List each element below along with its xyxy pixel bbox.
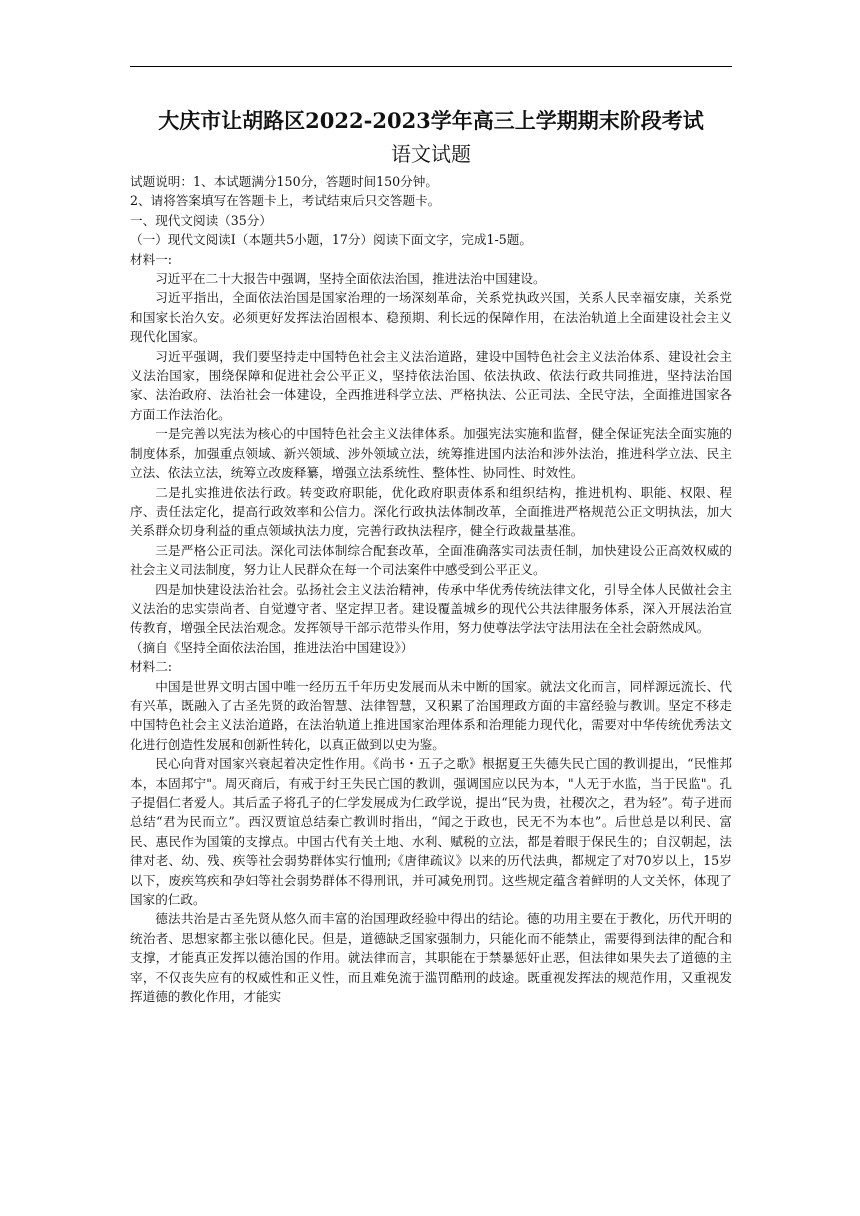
material-label: 材料一:: [130, 251, 173, 267]
document-body: [130, 106, 732, 1006]
section-heading: 一、现代文阅读（35分）: [130, 212, 272, 228]
paragraph: 三是严格公正司法。深化司法体制综合配套改革，全面准确落实司法责任制，加快建设公正高效权威的社会主义司法制度，努力让人民群众在每一个司法案件中感受到公平正义。: [130, 542, 732, 578]
instruction-line: 试题说明：1、本试题满分150分，答题时间150分钟。: [130, 174, 438, 189]
paragraph: 四是加快建设法治社会。弘扬社会主义法治精神，传承中华优秀传统法律文化，引导全体人民做社会主义法治的忠实崇尚者、自觉遵守者、坚定捍卫者。建设覆盖城乡的现代公共法律服务体系，深入开展法治宣传教育，增强全民法治观念。发挥领导干部示范带头作用，努力使尊法学法守法用法在全社会蔚然成风。: [130, 581, 732, 636]
paragraph: 习近平指出，全面依法治国是国家治理的一场深刻革命，关系党执政兴国，关系人民幸福安康，关系党和国家长治久安。必须更好发挥法治固根本、稳预期、利长远的保障作用，在法治轨道上全面建设社会主义现代化国家。: [130, 290, 732, 345]
material-label: 材料二:: [130, 659, 173, 675]
exam-subtitle: 语文试题: [391, 142, 471, 166]
paragraph: 习近平强调，我们要坚持走中国特色社会主义法治道路，建设中国特色社会主义法治体系、建设社会主义法治国家，围绕保障和促进社会公平正义，坚持依法治国、依法执政、依法行政共同推进，坚持法治国家、法治政府、法治社会一体建设，全西推进科学立法、严格执法、公正司法、全民守法，全面推进国家各方面工作法治化。: [130, 348, 732, 422]
paragraph: 民心向背对国家兴衰起着决定性作用。《尚书・五子之歌》根据夏王失德失民亡国的教训提出，“民惟邦本，本固邦宁"。周灭商后，有戒于纣王失民亡国的教训，强调国应以民为本，"人无于水监，当于民监"。孔子提倡仁者爱人。其后孟子将孔子的仁学发展成为仁政学说，提出“民为贵，社稷次之，君为轻”。荀子进而总结“君为民而立”。西汉贾谊总结秦亡教训时指出，“闻之于政也，民无不为本也”。后世总是以利民、富民、惠民作为国策的支撑点。中国古代有关土地、水利、赋税的立法，都是着眼于保民生的；自汉朝起，法律对老、幼、残、疾等社会弱势群体实行恤刑;《唐律疏议》以来的历代法典，都规定了对70岁以上，15岁以下，废疾笃疾和孕妇等社会弱势群体不得刑讯，并可减免刑罚。这些规定蕴含着鲜明的人文关怀，体现了国家的仁政。: [130, 756, 732, 908]
instruction-line: 2、请将答案填写在答题卡上，考试结束后只交答题卡。: [130, 193, 441, 209]
exam-title: 大庆市让胡路区2022-2023学年高三上学期期末阶段考试: [158, 108, 704, 133]
source-citation: （摘自《坚持全面依法治国，推进法治中国建设》）: [130, 639, 414, 655]
header-rule: [130, 66, 732, 67]
paragraph: 德法共治是古圣先贤从悠久而丰富的治国理政经验中得出的结论。德的功用主要在于教化，历代开明的统治者、思想家都主张以德化民。但是，道德缺乏国家强制力，只能化而不能禁止，需要得到法律的配合和支撑，才能真正发挥以德治国的作用。就法律而言，其职能在于禁暴惩奸止恶，但法律如果失去了道德的主宰，不仅丧失应有的权威性和正义性，而且难免流于滥罚酷刑的歧途。既重视发挥法的规范作用，又重视发挥道德的教化作用，才能实: [130, 911, 732, 1005]
subsection-heading: （一）现代文阅读I（本题共5小题，17分）阅读下面文字，完成1-5题。: [130, 232, 532, 248]
paragraph: 二是扎实推进依法行政。转变政府职能，优化政府职责体系和组织结构，推进机构、职能、权限、程序、责任法定化，提高行政效率和公信力。深化行政执法体制改革，全面推进严格规范公正文明执法，加大关系群众切身利益的重点领域执法力度，完善行政执法程序，健全行政裁量基准。: [130, 484, 732, 539]
paragraph: 一是完善以宪法为核心的中国特色社会主义法律体系。加强宪法实施和监督，健全保证宪法全面实施的制度体系，加强重点领域、新兴领域、涉外领域立法，统筹推进国内法治和涉外法治，推进科学立法、民主立法、依法立法，统筹立改废释纂，增强立法系统性、整体性、协同性、时效性。: [130, 426, 732, 481]
paragraph: 习近平在二十大报告中强调，坚持全面依法治国，推进法治中国建设。: [155, 271, 546, 287]
paragraph: 中国是世界文明古国中唯一经历五千年历史发展而从未中断的国家。就法文化而言，同样源远流长、代有兴革，既融入了古圣先贤的政治智慧、法律智慧，又积累了治国理政方面的丰富经验与教训。坚定不移走中国特色社会主义法治道路，在法治轨道上推进国家治理体系和治理能力现代化，需要对中华传统优秀法文化进行创造性发展和创新性转化，以真正做到以史为鉴。: [130, 678, 732, 752]
